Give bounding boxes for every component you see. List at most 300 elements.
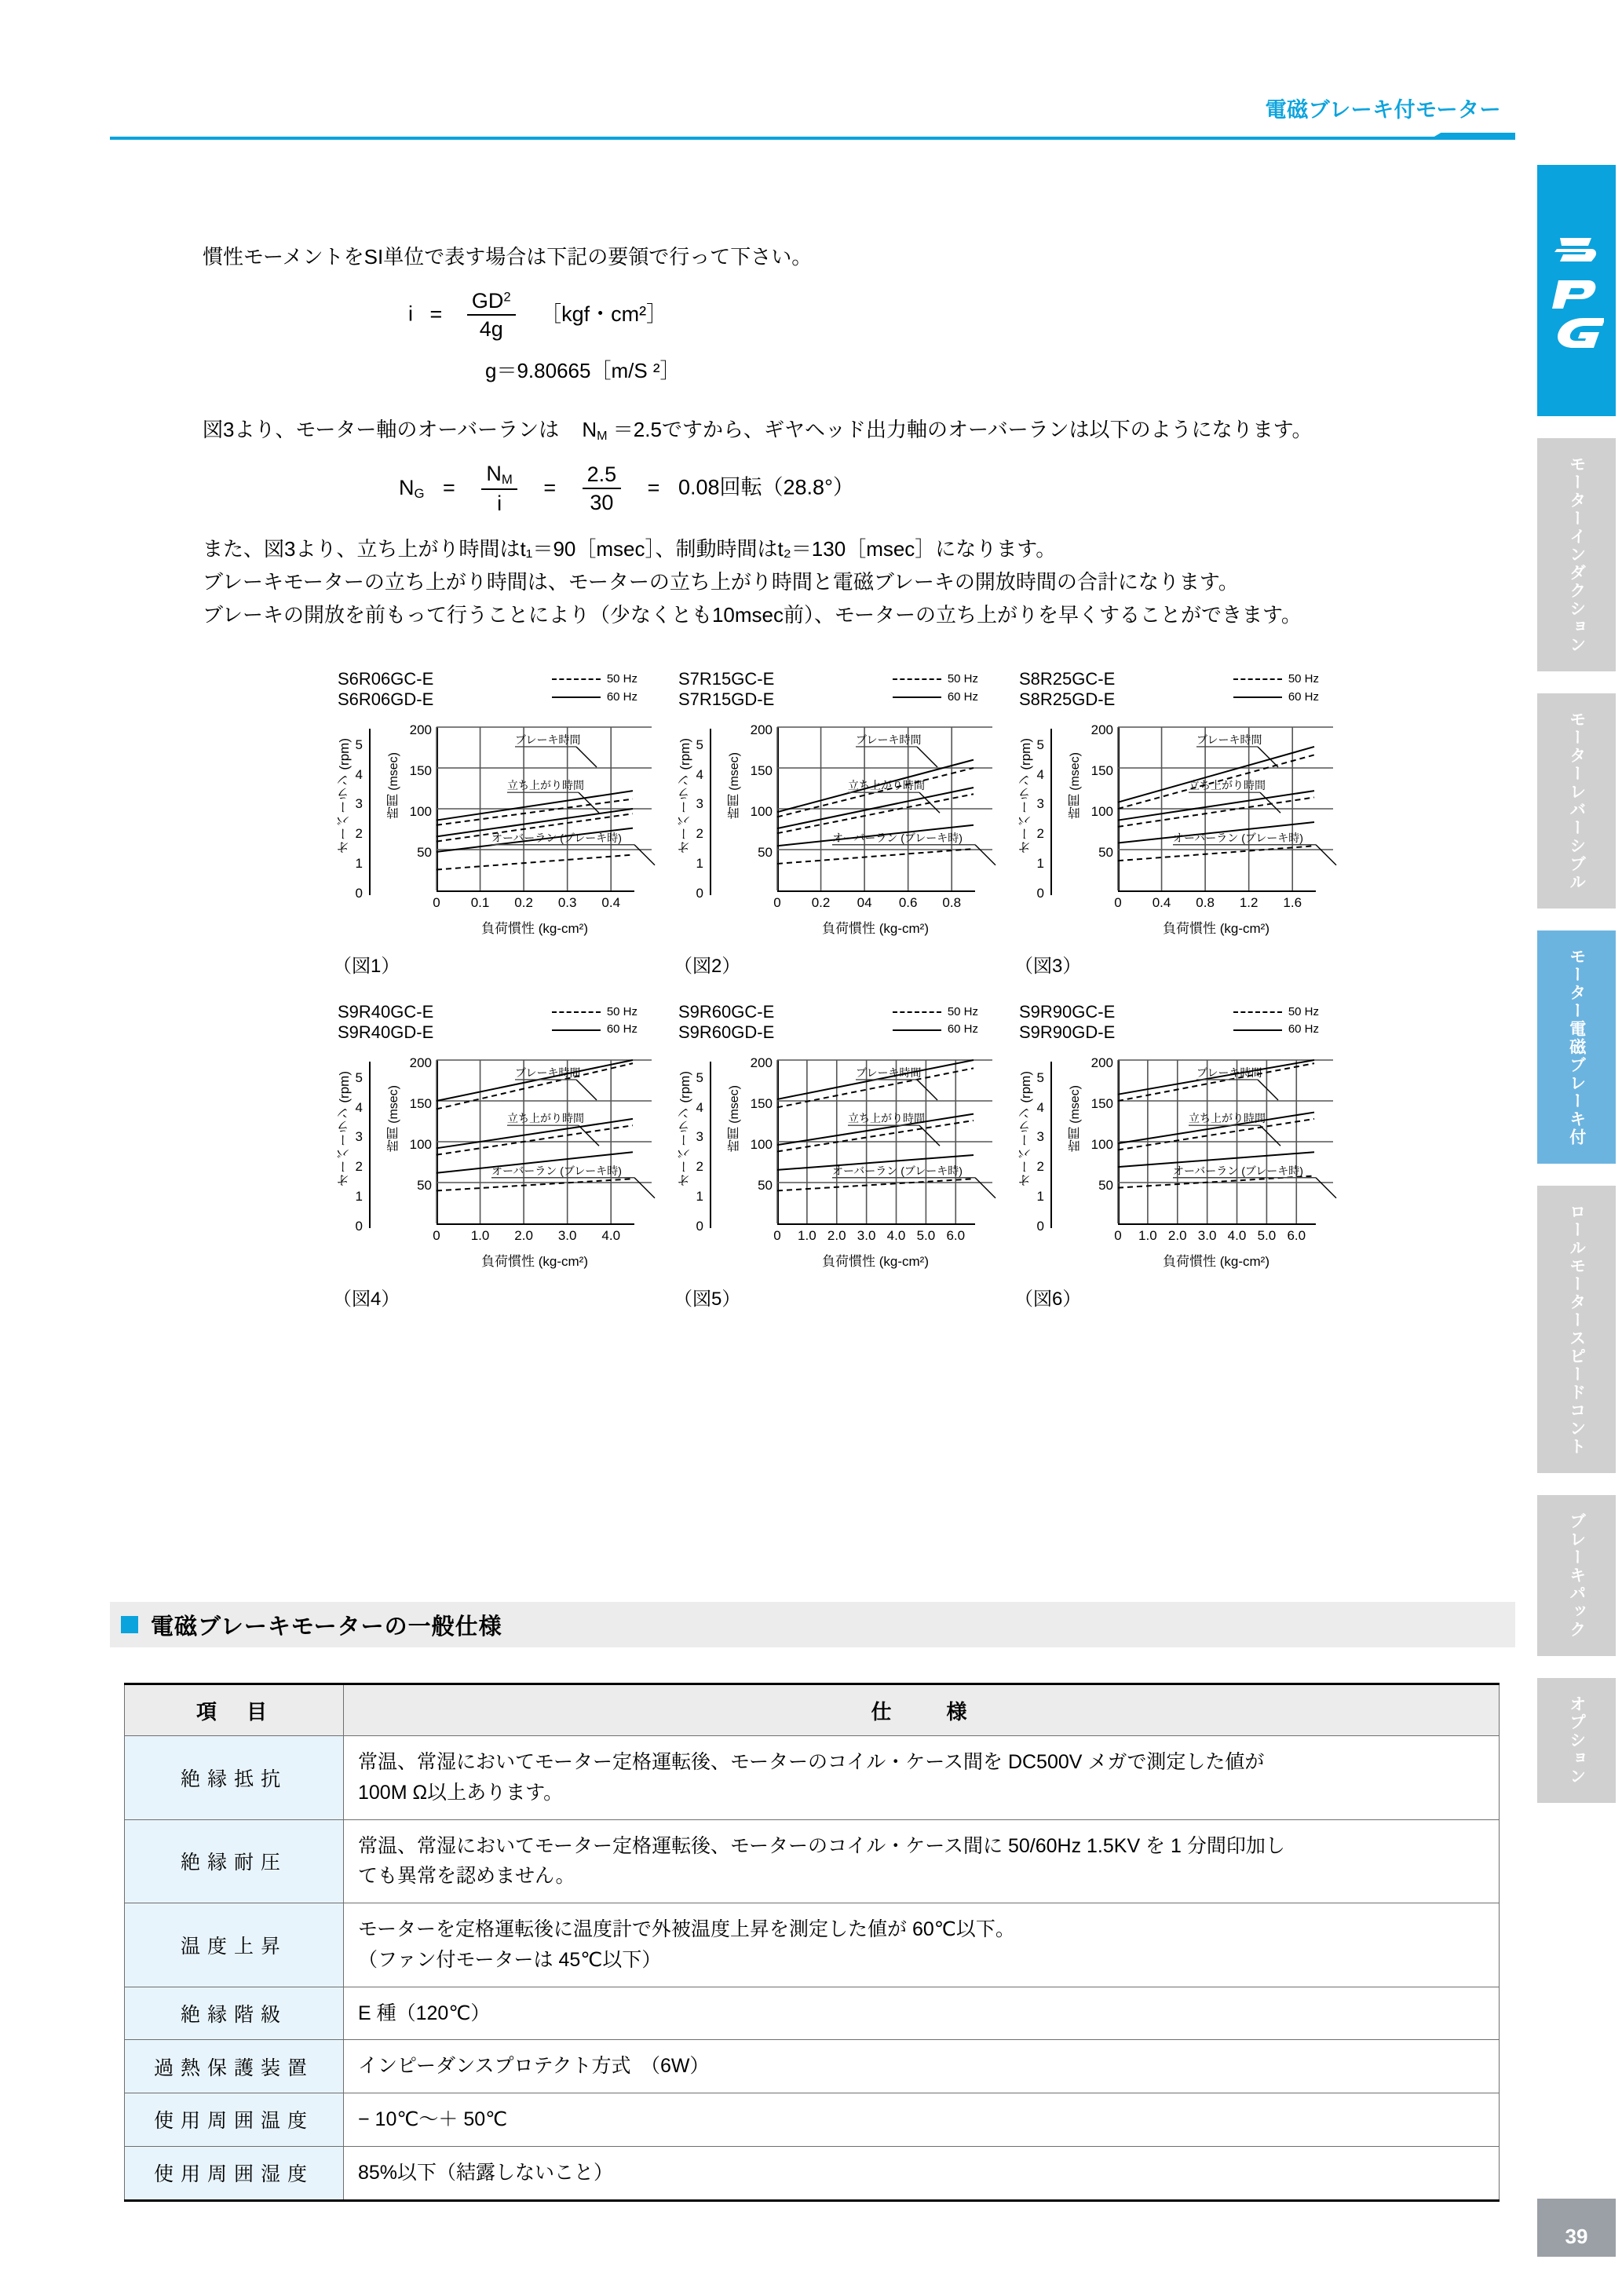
table-row	[125, 1987, 1500, 2040]
spec-value-line: インピーダンスプロテクト方式 （6W）	[358, 2055, 710, 2078]
series-line	[1118, 791, 1314, 820]
legend-line-icon	[893, 678, 941, 680]
x-axis-label: 負荷慣性 (kg-cm²)	[822, 1253, 929, 1269]
x-tick: 0	[433, 1227, 440, 1243]
y-tick-rpm: 5	[1036, 737, 1044, 752]
y-tick-time: 200	[1090, 722, 1113, 737]
side-tab-2[interactable]	[1537, 930, 1616, 1164]
f2-lhs: $N_G$	[399, 475, 425, 501]
chart-annotation: オーバーラン (ブレーキ時)	[491, 831, 622, 844]
x-ticks	[1114, 894, 1322, 914]
y-tick-rpm: 2	[355, 1159, 363, 1175]
figure-number: （図5）	[674, 1288, 741, 1310]
side-tab-label: モーター	[1567, 455, 1586, 528]
chart-annotation: 立ち上がり時間	[507, 779, 584, 792]
y-tick-rpm: 4	[696, 1099, 703, 1115]
y-ticks-rpm	[347, 1057, 367, 1234]
x-tick: 1.0	[798, 1227, 816, 1243]
y-tick-rpm: 0	[696, 1218, 703, 1234]
legend-label: 60 Hz	[606, 1022, 637, 1036]
spec-table-body	[125, 1736, 1500, 2201]
legend-line-icon	[552, 678, 601, 680]
legend-entry	[552, 689, 637, 707]
y-tick-rpm: 5	[355, 737, 363, 752]
x-tick: 5.0	[1257, 1227, 1277, 1243]
formula-numerator: $GD^2$	[471, 289, 511, 313]
legend-entry	[552, 671, 637, 689]
chart-5	[674, 1001, 992, 1310]
y-tick-rpm: 5	[1036, 1069, 1044, 1085]
side-tab-0[interactable]	[1537, 438, 1616, 671]
side-tab-label: スピードコント	[1567, 1329, 1586, 1456]
series-line	[1118, 747, 1314, 803]
chart-plot-area	[333, 1054, 652, 1310]
y-tick-time: 100	[409, 1136, 432, 1152]
chart-annotation: ブレーキ時間	[856, 733, 922, 746]
x-ticks	[773, 894, 981, 914]
chart-legend	[552, 1004, 637, 1039]
spec-value-line: 85%以下（結露しないこと）	[358, 2161, 614, 2184]
legend-label: 50 Hz	[947, 672, 978, 686]
legend-line-icon	[893, 1011, 941, 1013]
y-tick-time: 50	[417, 844, 432, 860]
y-tick-rpm: 1	[355, 1188, 363, 1204]
note-line: ブレーキモーターの立ち上がり時間は、モーターの立ち上がり時間と電磁ブレーキの開放時間の合計になります。	[203, 570, 1239, 594]
chart-grid	[333, 669, 1382, 1310]
y-tick-rpm: 1	[355, 856, 363, 872]
side-tab-5[interactable]	[1537, 1678, 1616, 1803]
y-axis-rpm-line	[1050, 1062, 1052, 1228]
spec-value-cell	[344, 2040, 1500, 2093]
fig3-post: ＝2.5ですから、ギヤヘッド出力軸のオーバーランは以下のようになります。	[612, 418, 1313, 441]
chart-annotation: ブレーキ時間	[1196, 1066, 1262, 1079]
chart-title-line: S9R90GD-E	[1019, 1022, 1116, 1042]
y-ticks-time	[400, 724, 435, 898]
chart-legend	[1233, 671, 1319, 706]
y-ticks-rpm	[688, 1057, 708, 1234]
y-axis-label-rpm: オーバーラン (rpm)	[1018, 737, 1033, 854]
x-tick: 0.4	[601, 894, 621, 910]
y-axis-label-rpm: オーバーラン (rpm)	[337, 737, 352, 854]
y-tick-rpm: 3	[696, 1129, 703, 1145]
x-tick: 4.0	[601, 1227, 621, 1243]
series-line	[437, 799, 633, 824]
legend-entry	[552, 1021, 637, 1039]
f2-den2: 30	[590, 491, 614, 515]
y-tick-time: 100	[1090, 803, 1113, 819]
chart-4	[333, 1001, 652, 1310]
side-tab-label: インダクション	[1567, 528, 1586, 654]
y-tick-time: 200	[409, 1055, 432, 1070]
y-tick-rpm: 2	[1036, 1159, 1044, 1175]
y-tick-rpm: 4	[1036, 1099, 1044, 1115]
chart-canvas	[437, 727, 634, 892]
chart-canvas	[777, 727, 975, 892]
x-tick: 1.0	[470, 1227, 490, 1243]
chart-legend	[552, 671, 637, 706]
chart-annotation: オーバーラン (ブレーキ時)	[832, 1164, 963, 1177]
x-tick: 4.0	[886, 1227, 906, 1243]
y-tick-rpm: 2	[1036, 826, 1044, 842]
chart-title-line: S8R25GC-E	[1019, 669, 1116, 689]
chart-row	[333, 669, 1382, 977]
y-tick-time: 150	[409, 762, 432, 778]
x-tick: 5.0	[916, 1227, 936, 1243]
spec-table-header-row	[125, 1684, 1500, 1736]
y-tick-rpm: 3	[696, 796, 703, 812]
spec-value-cell	[344, 1903, 1500, 1987]
y-tick-time: 100	[750, 1136, 773, 1152]
y-tick-rpm: 4	[1036, 766, 1044, 782]
legend-label: 50 Hz	[606, 672, 637, 686]
legend-line-icon	[1233, 696, 1282, 698]
series-line	[1118, 846, 1314, 861]
series-line	[437, 1125, 633, 1154]
formula-gear-overrun	[399, 462, 854, 516]
y-tick-rpm: 0	[355, 885, 363, 901]
y-ticks-time	[1082, 1057, 1116, 1231]
y-axis-rpm-line	[710, 729, 711, 895]
formula-lhs: i	[408, 302, 413, 326]
x-ticks	[1114, 1227, 1322, 1247]
page-number: 39	[1537, 2199, 1616, 2257]
legend-line-icon	[552, 1011, 601, 1013]
legend-label: 60 Hz	[947, 689, 978, 704]
chart-6	[1014, 1001, 1333, 1310]
legend-label: 60 Hz	[606, 689, 637, 704]
y-tick-time: 100	[750, 803, 773, 819]
y-tick-time: 200	[750, 722, 773, 737]
chart-2	[674, 669, 992, 977]
y-ticks-time	[741, 724, 776, 898]
spec-value-cell	[344, 2146, 1500, 2200]
chart-title-line: S9R60GC-E	[678, 1001, 775, 1022]
y-tick-rpm: 2	[696, 826, 703, 842]
formula-fraction	[467, 289, 516, 342]
spg-logo	[1537, 165, 1616, 416]
square-bullet-icon	[121, 1616, 138, 1633]
y-tick-time: 100	[409, 803, 432, 819]
chart-plot-area	[674, 721, 992, 977]
y-axis-label-time: 時間 (msec)	[387, 1084, 400, 1153]
y-tick-time: 150	[1090, 1095, 1113, 1111]
side-tab-label: レバーシブル	[1567, 783, 1586, 891]
table-row	[125, 2040, 1500, 2093]
y-tick-rpm: 0	[1036, 885, 1044, 901]
x-tick: 1.0	[1138, 1227, 1157, 1243]
legend-entry	[1233, 1021, 1319, 1039]
chart-row	[333, 1001, 1382, 1310]
formula-denominator: 4g	[479, 317, 503, 341]
y-tick-time: 200	[409, 722, 432, 737]
y-ticks-rpm	[1028, 724, 1049, 901]
legend-label: 50 Hz	[1288, 1004, 1319, 1018]
x-tick: 0	[773, 1227, 781, 1243]
series-line	[1118, 797, 1314, 826]
table-row	[125, 1819, 1500, 1903]
x-ticks	[773, 1227, 981, 1247]
x-tick: 04	[857, 894, 872, 910]
chart-canvas	[1118, 1060, 1316, 1225]
y-ticks-time	[741, 1057, 776, 1231]
x-axis-label: 負荷慣性 (kg-cm²)	[481, 1253, 588, 1269]
intro-paragraph: 慣性モーメントをSI単位で表す場合は下記の要領で行って下さい。	[203, 245, 813, 269]
f2-frac1	[481, 462, 517, 516]
x-tick: 2.0	[514, 1227, 533, 1243]
x-tick: 0.2	[811, 894, 831, 910]
fig3-pre: 図3より、モーター軸のオーバーランは	[203, 418, 560, 441]
formula-equals: =	[429, 302, 443, 326]
spec-item-cell: 使用周囲温度	[125, 2093, 344, 2147]
note-line: ブレーキの開放を前もって行うことにより（少なくとも10msec前）、モーターの立ち上がりを早くすることができます。	[203, 603, 1302, 627]
y-tick-time: 150	[750, 762, 773, 778]
x-tick: 0	[1114, 1227, 1122, 1243]
series-line	[437, 791, 633, 820]
spec-value-cell	[344, 1736, 1500, 1820]
table-row	[125, 1903, 1500, 1987]
y-tick-time: 50	[758, 844, 773, 860]
chart-title-line: S6R06GC-E	[338, 669, 434, 689]
x-axis-label: 負荷慣性 (kg-cm²)	[481, 920, 588, 936]
spec-table	[124, 1683, 1500, 2202]
series-line	[437, 1179, 633, 1190]
f2-den1: i	[497, 492, 502, 516]
legend-label: 60 Hz	[1288, 1022, 1319, 1036]
y-ticks-rpm	[1028, 1057, 1049, 1234]
formula-unit: ［kgf・cm²］	[540, 302, 668, 326]
spec-value-cell	[344, 1987, 1500, 2040]
x-tick: 0	[773, 894, 781, 910]
spec-value-line: 常温、常湿においてモーター定格運転後、モーターのコイル・ケース間を DC500V メガで測定した値が	[358, 1751, 1265, 1773]
y-tick-rpm: 5	[355, 1069, 363, 1085]
legend-label: 50 Hz	[947, 1004, 978, 1018]
series-line	[777, 794, 974, 833]
series-line	[777, 849, 974, 864]
chart-annotation: ブレーキ時間	[515, 1066, 581, 1079]
table-row	[125, 2146, 1500, 2200]
y-tick-rpm: 3	[355, 1129, 363, 1145]
chart-title-line: S7R15GC-E	[678, 669, 775, 689]
y-tick-rpm: 3	[355, 796, 363, 812]
x-tick: 6.0	[1287, 1227, 1306, 1243]
y-tick-rpm: 1	[696, 1188, 703, 1204]
chart-annotation: 立ち上がり時間	[848, 779, 925, 792]
spec-value-line: 常温、常湿においてモーター定格運転後、モーターのコイル・ケース間に 50/60Hz 1.5KV を 1 分間印加し	[358, 1834, 1285, 1857]
x-axis-label: 負荷慣性 (kg-cm²)	[822, 920, 929, 936]
spec-item-cell: 絶縁抵抗	[125, 1736, 344, 1820]
y-tick-time: 150	[409, 1095, 432, 1111]
f2-eq3: =	[647, 475, 660, 499]
y-ticks-time	[1082, 724, 1116, 898]
x-tick: 0.8	[942, 894, 962, 910]
figure-number: （図4）	[333, 1288, 400, 1310]
x-tick: 0.6	[898, 894, 918, 910]
chart-annotation: ブレーキ時間	[515, 733, 581, 746]
chart-annotation: オーバーラン (ブレーキ時)	[1173, 1164, 1303, 1177]
y-axis-label-time: 時間 (msec)	[1069, 1084, 1082, 1153]
spec-item-cell: 絶縁耐圧	[125, 1819, 344, 1903]
formula-inertia	[408, 289, 667, 342]
side-tab-label: モーター	[1567, 948, 1586, 1020]
legend-label: 60 Hz	[1288, 689, 1319, 704]
notes-paragraph	[203, 532, 1302, 631]
chart-title-line: S9R90GC-E	[1019, 1001, 1116, 1022]
y-tick-rpm: 0	[1036, 1218, 1044, 1234]
y-tick-rpm: 0	[696, 885, 703, 901]
y-axis-rpm-line	[1050, 729, 1052, 895]
y-axis-label-time: 時間 (msec)	[1069, 751, 1082, 820]
x-ticks	[433, 894, 641, 914]
x-axis-label: 負荷慣性 (kg-cm²)	[1163, 1253, 1269, 1269]
y-tick-rpm: 2	[696, 1159, 703, 1175]
spec-value-line: 100M Ω以上あります。	[358, 1781, 564, 1804]
x-tick: 0.4	[1152, 894, 1171, 910]
y-tick-time: 150	[1090, 762, 1113, 778]
y-tick-rpm: 5	[696, 1069, 703, 1085]
section-heading	[110, 1602, 1515, 1647]
chart-title-line: S6R06GD-E	[338, 689, 434, 709]
chart-title-line: S9R40GC-E	[338, 1001, 434, 1022]
section-heading-text: 電磁ブレーキモーターの一般仕様	[151, 1614, 502, 1640]
legend-entry	[893, 1004, 978, 1022]
legend-entry	[893, 671, 978, 689]
y-tick-rpm: 2	[355, 826, 363, 842]
gravity-constant: g＝9.80665［m/S ²］	[485, 359, 681, 382]
y-tick-time: 50	[1098, 1177, 1113, 1193]
y-axis-rpm-line	[369, 729, 371, 895]
chart-annotation: ブレーキ時間	[1196, 733, 1262, 746]
table-row	[125, 1736, 1500, 1820]
y-tick-time: 50	[1098, 844, 1113, 860]
spec-value-line: モーターを定格運転後に温度計で外被温度上昇を測定した値が 60℃以下。	[358, 1918, 1015, 1940]
spec-value-cell	[344, 1819, 1500, 1903]
chart-title-line: S7R15GD-E	[678, 689, 775, 709]
chart-legend	[893, 671, 978, 706]
spec-item-cell: 絶縁階級	[125, 1987, 344, 2040]
x-tick: 3.0	[557, 1227, 577, 1243]
chart-plot-area	[1014, 721, 1333, 977]
spec-value-cell	[344, 2093, 1500, 2147]
spec-value-line: E 種（120℃）	[358, 2002, 491, 2024]
side-tab-label: ロールモーター	[1567, 1203, 1586, 1329]
y-axis-label-rpm: オーバーラン (rpm)	[678, 737, 692, 854]
x-tick: 1.2	[1239, 894, 1259, 910]
y-tick-rpm: 1	[1036, 1188, 1044, 1204]
y-tick-rpm: 4	[696, 766, 703, 782]
chart-annotation: オーバーラン (ブレーキ時)	[491, 1164, 622, 1177]
f2-num1: $N_M$	[486, 462, 513, 488]
y-axis-label-rpm: オーバーラン (rpm)	[337, 1070, 352, 1187]
chart-annotation: 立ち上がり時間	[1189, 779, 1266, 792]
x-axis-label: 負荷慣性 (kg-cm²)	[1163, 920, 1269, 936]
series-line	[437, 855, 633, 870]
chart-annotation: 立ち上がり時間	[1189, 1112, 1266, 1125]
side-tab-3[interactable]	[1537, 1186, 1616, 1473]
legend-line-icon	[552, 696, 601, 698]
y-tick-time: 50	[758, 1177, 773, 1193]
spec-item-cell: 使用周囲湿度	[125, 2146, 344, 2200]
x-tick: 4.0	[1227, 1227, 1247, 1243]
legend-label: 60 Hz	[947, 1022, 978, 1036]
y-axis-label-time: 時間 (msec)	[387, 751, 400, 820]
side-tab-1[interactable]	[1537, 693, 1616, 909]
legend-line-icon	[1233, 678, 1282, 680]
f2-eq1: =	[443, 475, 455, 499]
chart-annotation: 立ち上がり時間	[507, 1112, 584, 1125]
y-tick-rpm: 1	[696, 856, 703, 872]
y-tick-rpm: 5	[696, 737, 703, 752]
legend-entry	[893, 1021, 978, 1039]
chart-legend	[893, 1004, 978, 1039]
x-tick: 0.2	[514, 894, 533, 910]
legend-entry	[552, 1004, 637, 1022]
figure-number: （図1）	[333, 955, 400, 977]
y-tick-rpm: 1	[1036, 856, 1044, 872]
x-tick: 3.0	[857, 1227, 876, 1243]
legend-line-icon	[893, 1029, 941, 1031]
page-title: 電磁ブレーキ付モーター	[1265, 98, 1501, 122]
side-tab-4[interactable]	[1537, 1495, 1616, 1656]
y-tick-rpm: 4	[355, 766, 363, 782]
legend-line-icon	[1233, 1011, 1282, 1013]
figure-number: （図6）	[1014, 1288, 1082, 1310]
x-tick: 2.0	[1167, 1227, 1187, 1243]
spec-value-line: − 10℃〜＋ 50℃	[358, 2108, 508, 2130]
spec-value-line: （ファン付モーターは 45℃以下）	[358, 1948, 662, 1971]
y-axis-label-rpm: オーバーラン (rpm)	[1018, 1070, 1033, 1187]
y-tick-time: 150	[750, 1095, 773, 1111]
figure-number: （図3）	[1014, 955, 1082, 977]
spec-table-head	[125, 1684, 1500, 1736]
chart-legend	[1233, 1004, 1319, 1039]
chart-annotation: 立ち上がり時間	[848, 1112, 925, 1125]
chart-plot-area	[1014, 1054, 1333, 1310]
chart-plot-area	[674, 1054, 992, 1310]
spec-item-cell: 過熱保護装置	[125, 2040, 344, 2093]
figure-number: （図2）	[674, 955, 741, 977]
chart-annotation: オーバーラン (ブレーキ時)	[1173, 831, 1303, 844]
y-tick-rpm: 3	[1036, 1129, 1044, 1145]
table-row	[125, 2093, 1500, 2147]
y-tick-rpm: 0	[355, 1218, 363, 1234]
y-tick-time: 50	[417, 1177, 432, 1193]
x-tick: 2.0	[827, 1227, 846, 1243]
x-tick: 0.3	[557, 894, 577, 910]
f2-result: 0.08回転（28.8°）	[678, 475, 854, 499]
chart-annotation: オーバーラン (ブレーキ時)	[832, 831, 963, 844]
spec-item-cell: 温度上昇	[125, 1903, 344, 1987]
y-tick-time: 200	[1090, 1055, 1113, 1070]
chart-1	[333, 669, 652, 977]
x-tick: 6.0	[946, 1227, 966, 1243]
chart-annotation: ブレーキ時間	[856, 1066, 922, 1079]
y-ticks-rpm	[688, 724, 708, 901]
header-rule	[110, 137, 1515, 140]
legend-line-icon	[552, 1029, 601, 1031]
y-tick-rpm: 4	[355, 1099, 363, 1115]
page-header	[110, 93, 1515, 140]
chart-canvas	[1118, 727, 1316, 892]
x-tick: 0.1	[470, 894, 490, 910]
x-ticks	[433, 1227, 641, 1247]
y-axis-label-time: 時間 (msec)	[728, 751, 741, 820]
legend-line-icon	[893, 696, 941, 698]
side-tab-label: ブレーキパック	[1567, 1512, 1586, 1639]
y-axis-rpm-line	[369, 1062, 371, 1228]
fig3-symbol: $N_M$	[582, 418, 608, 444]
y-tick-rpm: 3	[1036, 796, 1044, 812]
spec-col-value: 仕 様	[344, 1684, 1500, 1736]
